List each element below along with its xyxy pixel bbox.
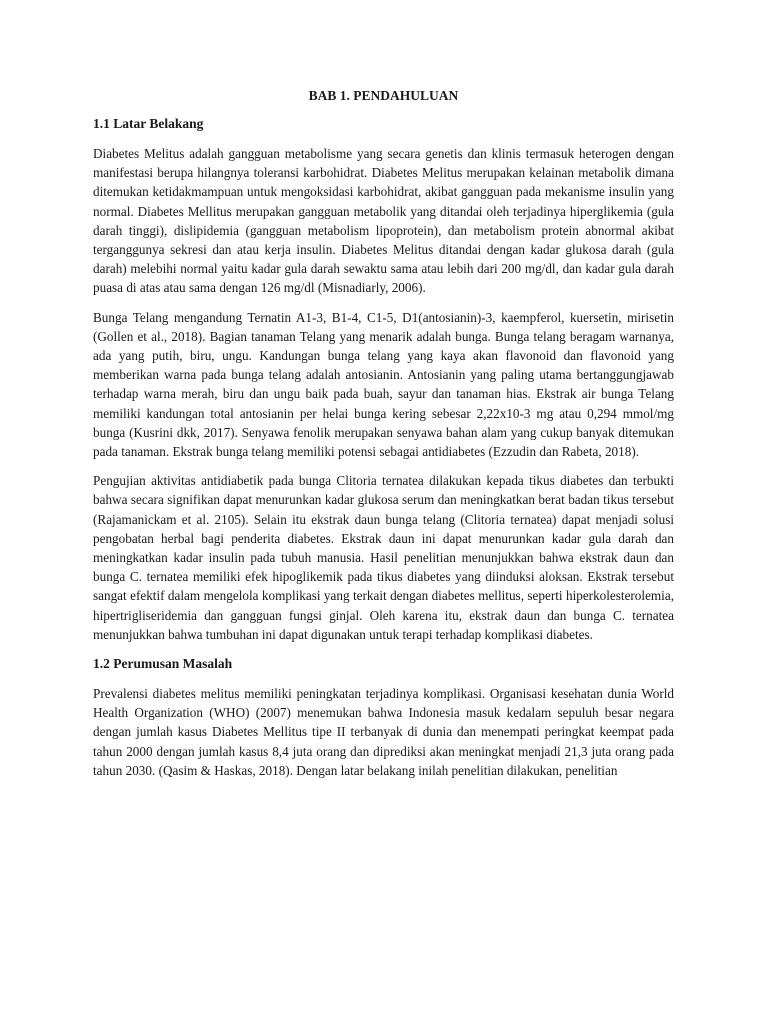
document-page <box>93 86 674 780</box>
chapter-title: BAB 1. PENDAHULUAN <box>308 88 459 103</box>
paragraph: Diabetes Melitus adalah gangguan metabolisme yang secara genetis dan klinis termasuk heterogen dengan manifestasi berupa hilangnya toleransi karbohidrat. Diabetes Melitus merupakan kelainan metabolik dimana ditemukan ketidakmampuan untuk mengoksidasi karbohidrat, akibat gangguan pada mekanisme insulin yang normal. Diabetes Mellitus merupakan gangguan metabolik yang ditandai oleh terjadinya hiperglikemia (gula darah tinggi), dislipidemia (gangguan metabolism lipoprotein), dan metabolism protein abnormal akibat terganggunya sekresi dan atau kerja insulin. Diabetes Melitus ditandai dengan kadar glukosa darah (gula darah) melebihi normal yaitu kadar gula darah sewaktu sama atau lebih dari 200 mg/dl, dan kadar gula darah puasa di atas atau sama dengan 126 mg/dl (Misnadiarly, 2006). <box>93 146 674 296</box>
paragraph: Pengujian aktivitas antidiabetik pada bunga Clitoria ternatea dilakukan kepada tikus diabetes dan terbukti bahwa secara signifikan dapat menurunkan kadar glukosa serum dan meningkatkan berat badan tikus tersebut (Rajamanickam et al. 2105). Selain itu ekstrak daun bunga telang (Clitoria ternatea) dapat menjadi solusi pengobatan herbal bagi penderita diabetes. Ekstrak daun ini dapat menurunkan kadar gula darah dan meningkatkan kadar insulin pada tubuh manusia. Hasil penelitian menunjukkan bahwa ekstrak daun dan bunga C. ternatea memiliki efek hipoglikemik pada tikus diabetes yang diinduksi aloksan. Ekstrak tersebut sangat efektif dalam mengelola komplikasi yang terkait dengan diabetes mellitus, seperti hiperkolesterolemia, hipertrigliseridemia dan gangguan fungsi ginjal. Oleh karena itu, ekstrak daun dan bunga C. ternatea menunjukkan bahwa tumbuhan ini dapat digunakan untuk terapi terhadap komplikasi diabetes. <box>93 473 674 642</box>
section-perumusan-masalah <box>93 654 674 780</box>
section-heading: 1.2 Perumusan Masalah <box>93 656 233 672</box>
section-latar-belakang <box>93 114 674 644</box>
section-heading: 1.1 Latar Belakang <box>93 116 204 131</box>
paragraph: Bunga Telang mengandung Ternatin A1-3, B1-4, C1-5, D1(antosianin)-3, kaempferol, kuersetin, mirisetin (Gollen et al., 2018). Bagian tanaman Telang yang menarik adalah bunga. Bunga telang beragam warnanya, ada yang putih, biru, ungu. Kandungan bunga telang yang kaya akan flavonoid dan flavonoid yang memberikan warna pada bunga telang adalah antosianin. Antosianin yang paling utama bertanggungjawab terhadap warna merah, biru dan ungu baik pada buah, sayur dan tanaman hias. Ekstrak air bunga Telang memiliki kandungan total antosianin per helai bunga kering sebesar 2,22x10-3 mg atau 0,294 mmol/mg bunga (Kusrini dkk, 2017). Senyawa fenolik merupakan senyawa bahan alam yang cukup banyak ditemukan pada tanaman. Ekstrak bunga telang memiliki potensi sebagai antidiabetes (Ezzudin dan Rabeta, 2018). <box>93 309 674 460</box>
paragraph: Prevalensi diabetes melitus memiliki peningkatan terjadinya komplikasi. Organisasi kesehatan dunia World Health Organization (WHO) (2007) menemukan bahwa Indonesia masuk kedalam sepuluh besar negara dengan jumlah kasus Diabetes Mellitus tipe II terbanyak di dunia dan menempati peringkat keempat pada tahun 2000 dengan jumlah kasus 8,4 juta orang dan diprediksi akan meningkat menjadi 21,3 juta orang pada tahun 2030. (Qasim & Haskas, 2018). Dengan latar belakang inilah penelitian dilakukan, penelitian <box>93 686 674 778</box>
